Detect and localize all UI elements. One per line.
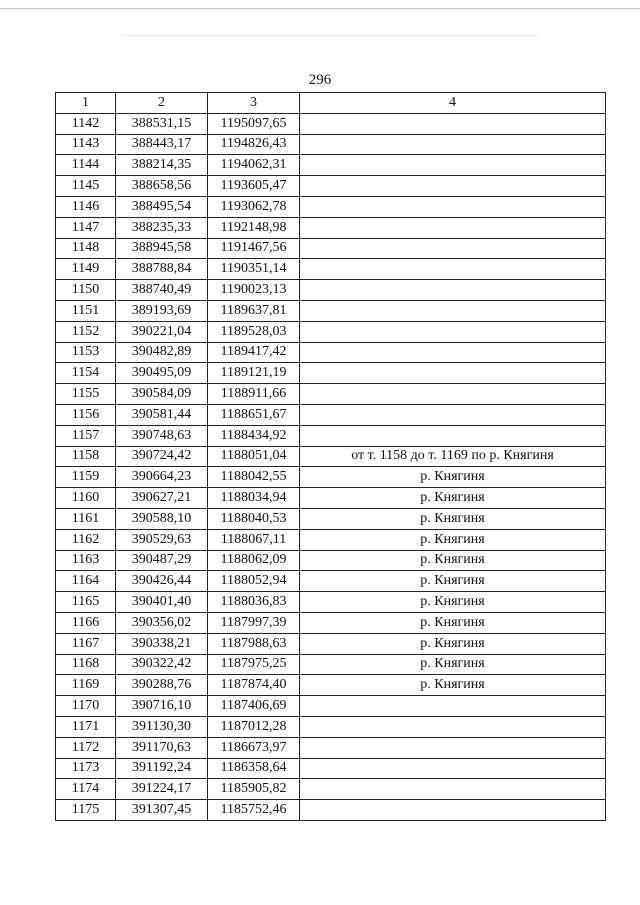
x-coordinate-cell: 390588,10 [116, 508, 208, 529]
x-coordinate-cell: 390221,04 [116, 321, 208, 342]
point-number-cell: 1161 [56, 508, 116, 529]
table-row [56, 467, 606, 488]
y-coordinate-cell: 1187406,69 [208, 696, 300, 717]
point-number-cell: 1174 [56, 779, 116, 800]
table-row [56, 363, 606, 384]
y-coordinate-cell: 1185752,46 [208, 800, 300, 821]
description-cell: р. Княгиня [300, 467, 606, 488]
point-number-cell: 1155 [56, 384, 116, 405]
table-row [56, 508, 606, 529]
table-row [56, 404, 606, 425]
y-coordinate-cell: 1192148,98 [208, 217, 300, 238]
point-number-cell: 1154 [56, 363, 116, 384]
x-coordinate-cell: 390584,09 [116, 384, 208, 405]
table-row [56, 238, 606, 259]
description-cell [300, 321, 606, 342]
description-cell [300, 259, 606, 280]
description-cell: р. Княгиня [300, 571, 606, 592]
y-coordinate-cell: 1190023,13 [208, 280, 300, 301]
x-coordinate-cell: 390356,02 [116, 612, 208, 633]
x-coordinate-cell: 388235,33 [116, 217, 208, 238]
table-row [56, 529, 606, 550]
x-coordinate-cell: 390664,23 [116, 467, 208, 488]
description-cell [300, 363, 606, 384]
description-cell [300, 800, 606, 821]
description-cell [300, 238, 606, 259]
column-header-3: 3 [208, 93, 300, 114]
table-row [56, 176, 606, 197]
x-coordinate-cell: 388740,49 [116, 280, 208, 301]
point-number-cell: 1168 [56, 654, 116, 675]
description-cell [300, 134, 606, 155]
table-row [56, 675, 606, 696]
description-cell [300, 758, 606, 779]
y-coordinate-cell: 1191467,56 [208, 238, 300, 259]
table-row [56, 612, 606, 633]
y-coordinate-cell: 1185905,82 [208, 779, 300, 800]
description-cell [300, 779, 606, 800]
table-row [56, 113, 606, 134]
description-cell: р. Княгиня [300, 612, 606, 633]
description-cell: р. Княгиня [300, 654, 606, 675]
x-coordinate-cell: 390724,42 [116, 446, 208, 467]
table-row [56, 446, 606, 467]
point-number-cell: 1167 [56, 633, 116, 654]
x-coordinate-cell: 388945,58 [116, 238, 208, 259]
y-coordinate-cell: 1188434,92 [208, 425, 300, 446]
point-number-cell: 1159 [56, 467, 116, 488]
description-cell: от т. 1158 до т. 1169 по р. Княгиня [300, 446, 606, 467]
point-number-cell: 1172 [56, 737, 116, 758]
x-coordinate-cell: 390495,09 [116, 363, 208, 384]
y-coordinate-cell: 1187997,39 [208, 612, 300, 633]
table-header-row [56, 93, 606, 114]
table-row [56, 550, 606, 571]
table-row [56, 425, 606, 446]
x-coordinate-cell: 388658,56 [116, 176, 208, 197]
table-row [56, 342, 606, 363]
table-row [56, 633, 606, 654]
y-coordinate-cell: 1193062,78 [208, 196, 300, 217]
y-coordinate-cell: 1189637,81 [208, 300, 300, 321]
x-coordinate-cell: 388495,54 [116, 196, 208, 217]
x-coordinate-cell: 390482,89 [116, 342, 208, 363]
x-coordinate-cell: 390322,42 [116, 654, 208, 675]
description-cell: р. Княгиня [300, 550, 606, 571]
point-number-cell: 1148 [56, 238, 116, 259]
table-body [56, 113, 606, 820]
scan-artifact-dots [120, 35, 540, 36]
point-number-cell: 1145 [56, 176, 116, 197]
y-coordinate-cell: 1188051,04 [208, 446, 300, 467]
point-number-cell: 1153 [56, 342, 116, 363]
point-number-cell: 1157 [56, 425, 116, 446]
description-cell [300, 404, 606, 425]
point-number-cell: 1144 [56, 155, 116, 176]
y-coordinate-cell: 1193605,47 [208, 176, 300, 197]
description-cell [300, 217, 606, 238]
table-row [56, 779, 606, 800]
y-coordinate-cell: 1188040,53 [208, 508, 300, 529]
table-row [56, 217, 606, 238]
y-coordinate-cell: 1188062,09 [208, 550, 300, 571]
description-cell [300, 176, 606, 197]
point-number-cell: 1160 [56, 488, 116, 509]
point-number-cell: 1150 [56, 280, 116, 301]
point-number-cell: 1173 [56, 758, 116, 779]
y-coordinate-cell: 1187988,63 [208, 633, 300, 654]
point-number-cell: 1143 [56, 134, 116, 155]
y-coordinate-cell: 1188911,66 [208, 384, 300, 405]
description-cell [300, 342, 606, 363]
description-cell [300, 155, 606, 176]
table-row [56, 696, 606, 717]
table-row [56, 737, 606, 758]
x-coordinate-cell: 390426,44 [116, 571, 208, 592]
point-number-cell: 1162 [56, 529, 116, 550]
column-header-1: 1 [56, 93, 116, 114]
point-number-cell: 1156 [56, 404, 116, 425]
table-row [56, 571, 606, 592]
y-coordinate-cell: 1188067,11 [208, 529, 300, 550]
y-coordinate-cell: 1189417,42 [208, 342, 300, 363]
description-cell [300, 196, 606, 217]
x-coordinate-cell: 390748,63 [116, 425, 208, 446]
table-row [56, 654, 606, 675]
y-coordinate-cell: 1187012,28 [208, 716, 300, 737]
point-number-cell: 1149 [56, 259, 116, 280]
x-coordinate-cell: 391192,24 [116, 758, 208, 779]
x-coordinate-cell: 390288,76 [116, 675, 208, 696]
point-number-cell: 1158 [56, 446, 116, 467]
table-row [56, 592, 606, 613]
scan-border-line [0, 8, 640, 9]
point-number-cell: 1169 [56, 675, 116, 696]
table-row [56, 716, 606, 737]
y-coordinate-cell: 1187975,25 [208, 654, 300, 675]
column-header-2: 2 [116, 93, 208, 114]
point-number-cell: 1165 [56, 592, 116, 613]
y-coordinate-cell: 1188042,55 [208, 467, 300, 488]
y-coordinate-cell: 1188034,94 [208, 488, 300, 509]
point-number-cell: 1171 [56, 716, 116, 737]
table-row [56, 196, 606, 217]
y-coordinate-cell: 1189528,03 [208, 321, 300, 342]
x-coordinate-cell: 391130,30 [116, 716, 208, 737]
description-cell: р. Княгиня [300, 592, 606, 613]
x-coordinate-cell: 390338,21 [116, 633, 208, 654]
table-row [56, 384, 606, 405]
point-number-cell: 1152 [56, 321, 116, 342]
page-number: 296 [308, 72, 332, 88]
y-coordinate-cell: 1189121,19 [208, 363, 300, 384]
description-cell [300, 384, 606, 405]
description-cell [300, 280, 606, 301]
table-row [56, 758, 606, 779]
x-coordinate-cell: 390487,29 [116, 550, 208, 571]
y-coordinate-cell: 1190351,14 [208, 259, 300, 280]
description-cell [300, 716, 606, 737]
y-coordinate-cell: 1195097,65 [208, 113, 300, 134]
point-number-cell: 1170 [56, 696, 116, 717]
table-row [56, 321, 606, 342]
x-coordinate-cell: 391170,63 [116, 737, 208, 758]
x-coordinate-cell: 391307,45 [116, 800, 208, 821]
y-coordinate-cell: 1186673,97 [208, 737, 300, 758]
y-coordinate-cell: 1188036,83 [208, 592, 300, 613]
table-row [56, 155, 606, 176]
x-coordinate-cell: 390581,44 [116, 404, 208, 425]
description-cell [300, 300, 606, 321]
description-cell: р. Княгиня [300, 529, 606, 550]
column-header-4: 4 [300, 93, 606, 114]
x-coordinate-cell: 391224,17 [116, 779, 208, 800]
table-row [56, 280, 606, 301]
y-coordinate-cell: 1188651,67 [208, 404, 300, 425]
coordinates-table [55, 92, 606, 821]
x-coordinate-cell: 389193,69 [116, 300, 208, 321]
y-coordinate-cell: 1194826,43 [208, 134, 300, 155]
x-coordinate-cell: 388214,35 [116, 155, 208, 176]
table-row [56, 259, 606, 280]
point-number-cell: 1164 [56, 571, 116, 592]
y-coordinate-cell: 1186358,64 [208, 758, 300, 779]
x-coordinate-cell: 388788,84 [116, 259, 208, 280]
description-cell: р. Княгиня [300, 675, 606, 696]
x-coordinate-cell: 388443,17 [116, 134, 208, 155]
description-cell [300, 425, 606, 446]
point-number-cell: 1151 [56, 300, 116, 321]
y-coordinate-cell: 1188052,94 [208, 571, 300, 592]
point-number-cell: 1147 [56, 217, 116, 238]
point-number-cell: 1142 [56, 113, 116, 134]
x-coordinate-cell: 390627,21 [116, 488, 208, 509]
point-number-cell: 1163 [56, 550, 116, 571]
table-row [56, 134, 606, 155]
table-row [56, 488, 606, 509]
description-cell [300, 113, 606, 134]
point-number-cell: 1175 [56, 800, 116, 821]
description-cell: р. Княгиня [300, 508, 606, 529]
x-coordinate-cell: 390529,63 [116, 529, 208, 550]
y-coordinate-cell: 1187874,40 [208, 675, 300, 696]
table-row [56, 300, 606, 321]
point-number-cell: 1146 [56, 196, 116, 217]
y-coordinate-cell: 1194062,31 [208, 155, 300, 176]
x-coordinate-cell: 390401,40 [116, 592, 208, 613]
x-coordinate-cell: 388531,15 [116, 113, 208, 134]
table-row [56, 800, 606, 821]
x-coordinate-cell: 390716,10 [116, 696, 208, 717]
description-cell [300, 737, 606, 758]
description-cell [300, 696, 606, 717]
point-number-cell: 1166 [56, 612, 116, 633]
description-cell: р. Княгиня [300, 488, 606, 509]
description-cell: р. Княгиня [300, 633, 606, 654]
